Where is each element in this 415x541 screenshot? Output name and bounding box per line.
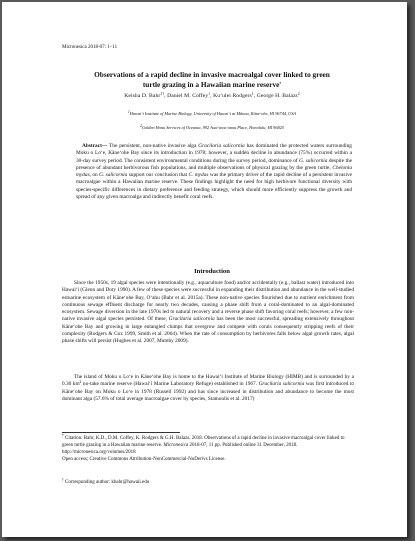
author-name: Daniel M. Coffey [167, 93, 209, 99]
abstract-label: Abstract— [82, 143, 108, 149]
journal-name: Micronesica [163, 442, 189, 448]
affiliation-text: Golden Honu Services of Oceania, 992 Awa‘awa‘anoa Place, Honolulu, HI 96825 [141, 125, 284, 130]
footnote-mark: * [62, 434, 64, 438]
abstract [76, 143, 352, 201]
title-line-1: Observations of a rapid decline in invasive macroalgal cover linked to green [94, 70, 330, 79]
species-name: Gracilaria salicornia [258, 381, 305, 388]
article-title [64, 70, 360, 89]
species-name: Chelonia mydas [76, 164, 352, 179]
intro-paragraph-1 [62, 280, 354, 345]
footnote-mark: † [62, 478, 64, 482]
footnote-divider [62, 432, 180, 433]
paper-page [2, 2, 407, 537]
footnote-corresponding-author [62, 480, 149, 485]
author-affiliation-mark: 2 [297, 92, 300, 96]
affiliation-text: Hawai‘i Institute of Marine Biology, University of Hawai‘i at Mānoa, Kāne‘ohe, HI 96744, USA [129, 111, 297, 116]
author-affiliation-mark: 1 [208, 92, 211, 96]
abstract-text: , on [89, 172, 100, 179]
abstract-text: despite the presence of abundant herbivorous fish populations, and multiple observations of physical grazing by the green turtle, [76, 157, 352, 171]
footnote-text: Citation: Bahr, K.D., D.M. Coffey, K. Rodgers & G.H. Balazs. 2018. Observations of a rapid decline in invasive macroalgal cover linked to green turtle grazing in a Hawaiian marine reserve. [62, 436, 345, 448]
section-heading-introduction: Introduction [194, 268, 230, 275]
species-name: Gracilaria salicornia [198, 143, 245, 149]
species-name: C. mydas [188, 172, 209, 179]
author-name: George H. Balazs [256, 93, 298, 99]
title-footnote-mark: * [279, 81, 282, 86]
affiliation-1 [42, 111, 382, 116]
author-affiliation-mark: 1 [251, 92, 254, 96]
footnote-url-link[interactable]: http://micronesica.org/volumes/2018 [62, 449, 136, 455]
abstract-text: has dominated the protected waters surrounding Moku o Lo‘e, Kāne‘ohe Bay since its introduction in 1978; however, a sudden decline in abundance (75%) occurred within a 30-day survey period. The consistent environmental conditions during the survey period, dominance of [76, 143, 352, 164]
author-name: Ku‘ulei Rodgers [213, 93, 252, 99]
species-name: G. salicornia [99, 172, 128, 179]
footnote-text: Corresponding author: kbahr@hawaii.edu [63, 480, 150, 485]
journal-header: Micronesica 2018-07: 1–11 [62, 45, 118, 50]
paragraph-text: no-take marine reserve (Hawai‘i Marine Laboratory Refuge) established in 1967. [81, 381, 259, 388]
footnote-text: 2018-07, 11 pp. Published online 31 December, 2018. [188, 442, 298, 448]
footnote-citation [62, 436, 354, 463]
abstract-text: was the primary driver of the rapid decline of a persistent invasive macroalgae within a Hawaiian marine reserve. These findings highlight the need for high herbivore functional diversity with species-specific differences in dietary preference and feeding strategy, which should more efficiently suppress the growth and spread of any given macroalga and indirectly benefit coral reefs. [76, 172, 353, 200]
paragraph-text: Since the 1950s, 19 algal species were intentionally (e.g., aquaculture food) and/or accidentally (e.g., ballast water) introduced into Hawai‘i (Glenn and Doty 1990). A few of these species were successful in expanding their distribution and abundance in the well-studied estuarine ecosystem of Kāne‘ohe Bay, O‘ahu (Bahr et al. 2015a). These non-native species flourished due to nutrient enrichment from continuous sewage effluent discharge for nearly two decades, causing a phase shift from a coral-dominated to an algal-dominated ecosystem. Sewage diversion in the late 1970s led to natural recovery and a reverse phase shift favoring coral reefs; however, a few non-native invasive algal species persisted. Of these, [62, 280, 354, 323]
footnote-license: Open access; Creative Commons Attribution-NonCommercial-NoDerivs License. [62, 456, 226, 462]
abstract-text: support our conclusion that [127, 172, 189, 179]
paragraph-text: The island of Moku o Lo‘e in Kāne‘ohe Bay is home to the Hawai‘i Institute of Marine Biology (HIMB) and is surrounded by a 0.30 km [62, 374, 354, 388]
species-name: Gracilaria salicornia [168, 316, 215, 323]
title-line-2: turtle grazing in a Hawaiian marine reserve [142, 79, 280, 89]
affiliation-mark: 1 [127, 110, 130, 114]
affiliation-2 [42, 125, 382, 130]
affiliation-mark: 2 [140, 124, 142, 128]
abstract-text: The persistent, non-native invasive alga [107, 143, 199, 149]
author-affiliation-mark: 1† [160, 92, 165, 96]
author-name: Keisha D. Bahr [124, 93, 161, 99]
paragraph-text: has been the most successful, spreading extensively throughout Kāne‘ohe Bay and growing in large entangled clumps that overgrow and compete with corals consequently stripping reefs of their complexity (Rodgers & Cox 1999, Smith et al. 2004). When the rate of consumption by herbivores falls below algal growth rates, algal phase shifts will persist (Hughes et al. 2007, Mumby 2009). [62, 316, 355, 345]
species-name: G. salicornia [299, 157, 328, 164]
superscript: 2 [79, 380, 82, 385]
paragraph-text: was first introduced to Kāne‘ohe Bay on Moku o Lo‘e in 1978 (Russell 1992) and has since increased in distribution and abundance to become the most dominant alga (57.6% of total average macroalgae cover by species, Stamoulis et al. 2017) [62, 381, 355, 402]
author-list: Keisha D. Bahr$^{1\dagger}$, Daniel M. Coffey$^1$, Ku‘ulei Rodgers$^1$, George H. Balazs$^2$ [124, 92, 300, 99]
intro-paragraph-2 [62, 374, 354, 403]
